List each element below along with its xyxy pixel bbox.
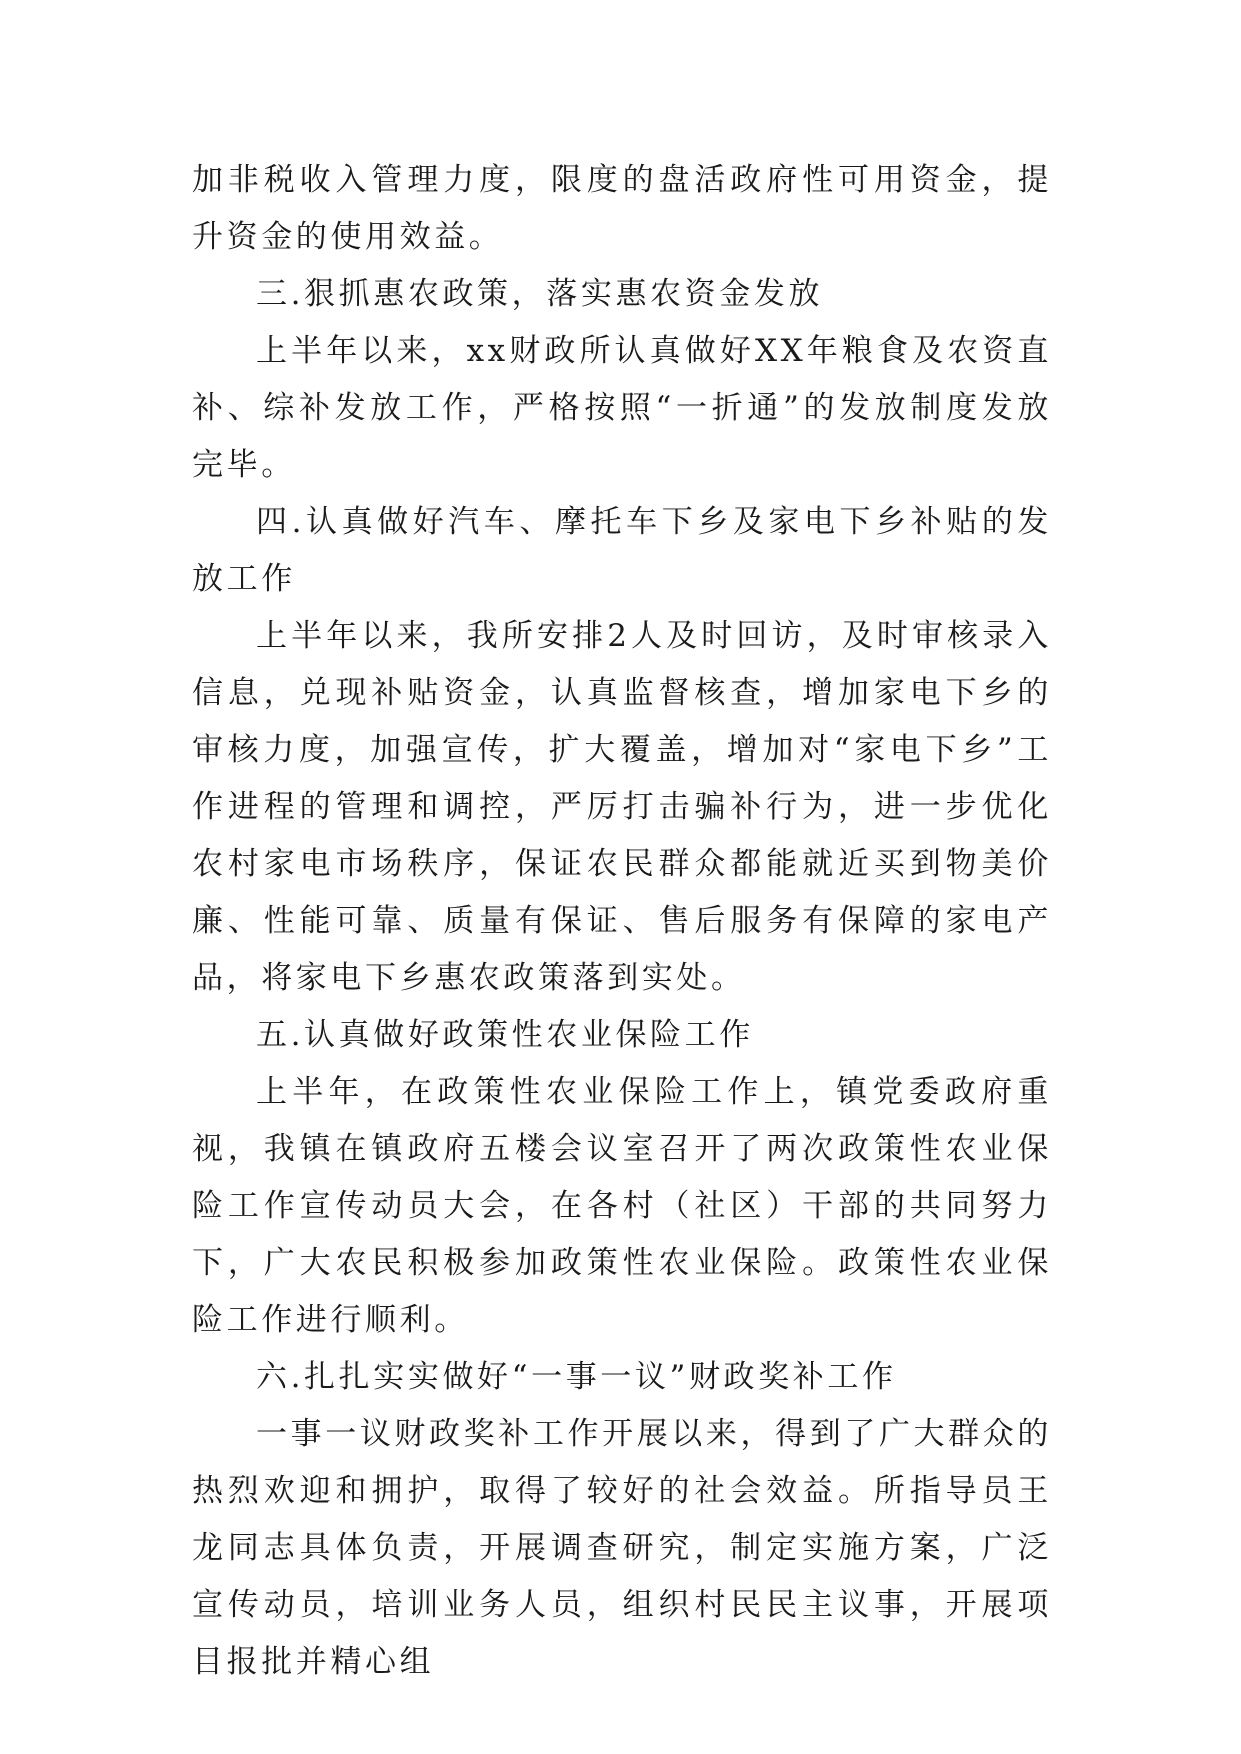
section-heading-5: 五.认真做好政策性农业保险工作 [256,1017,754,1053]
paragraph-appliance-subsidy: 上半年以来，我所安排2人及时回访，及时审核录入信息，兑现补贴资金，认真监督核查，增加家电下乡的审核力度，加强宣传，扩大覆盖，增加对“家电下乡”工作进程的管理和调控，严厉打击骗补行为，进一步优化农村家电市场秩序，保证农民群众都能就近买到物美价廉、性能可靠、质量有保证、售后服务有保障的家电产品，将家电下乡惠农政策落到实处。 [192,618,1052,996]
section-heading-4: 四.认真做好汽车、摩托车下乡及家电下乡补贴的发放工作 [192,504,1052,597]
paragraph-subsidy-distribution: 上半年以来，xx财政所认真做好XX年粮食及农资直补、综补发放工作，严格按照“一折通”的发放制度发放完毕。 [192,333,1052,483]
section-heading-6: 六.扎扎实实做好“一事一议”财政奖补工作 [256,1359,897,1395]
document-body [192,152,1052,1691]
paragraph-revenue-management: 加非税收入管理力度，限度的盘活政府性可用资金，提升资金的使用效益。 [192,162,1052,255]
section-heading-3: 三.狠抓惠农政策，落实惠农资金发放 [256,276,824,312]
paragraph-one-matter-one-discussion: 一事一议财政奖补工作开展以来，得到了广大群众的热烈欢迎和拥护，取得了较好的社会效益。所指导员王龙同志具体负责，开展调查研究，制定实施方案，广泛宣传动员，培训业务人员，组织村民民主议事，开展项目报批并精心组 [192,1416,1052,1680]
paragraph-agricultural-insurance: 上半年，在政策性农业保险工作上，镇党委政府重视，我镇在镇政府五楼会议室召开了两次政策性农业保险工作宣传动员大会，在各村（社区）干部的共同努力下，广大农民积极参加政策性农业保险。政策性农业保险工作进行顺利。 [192,1074,1052,1338]
